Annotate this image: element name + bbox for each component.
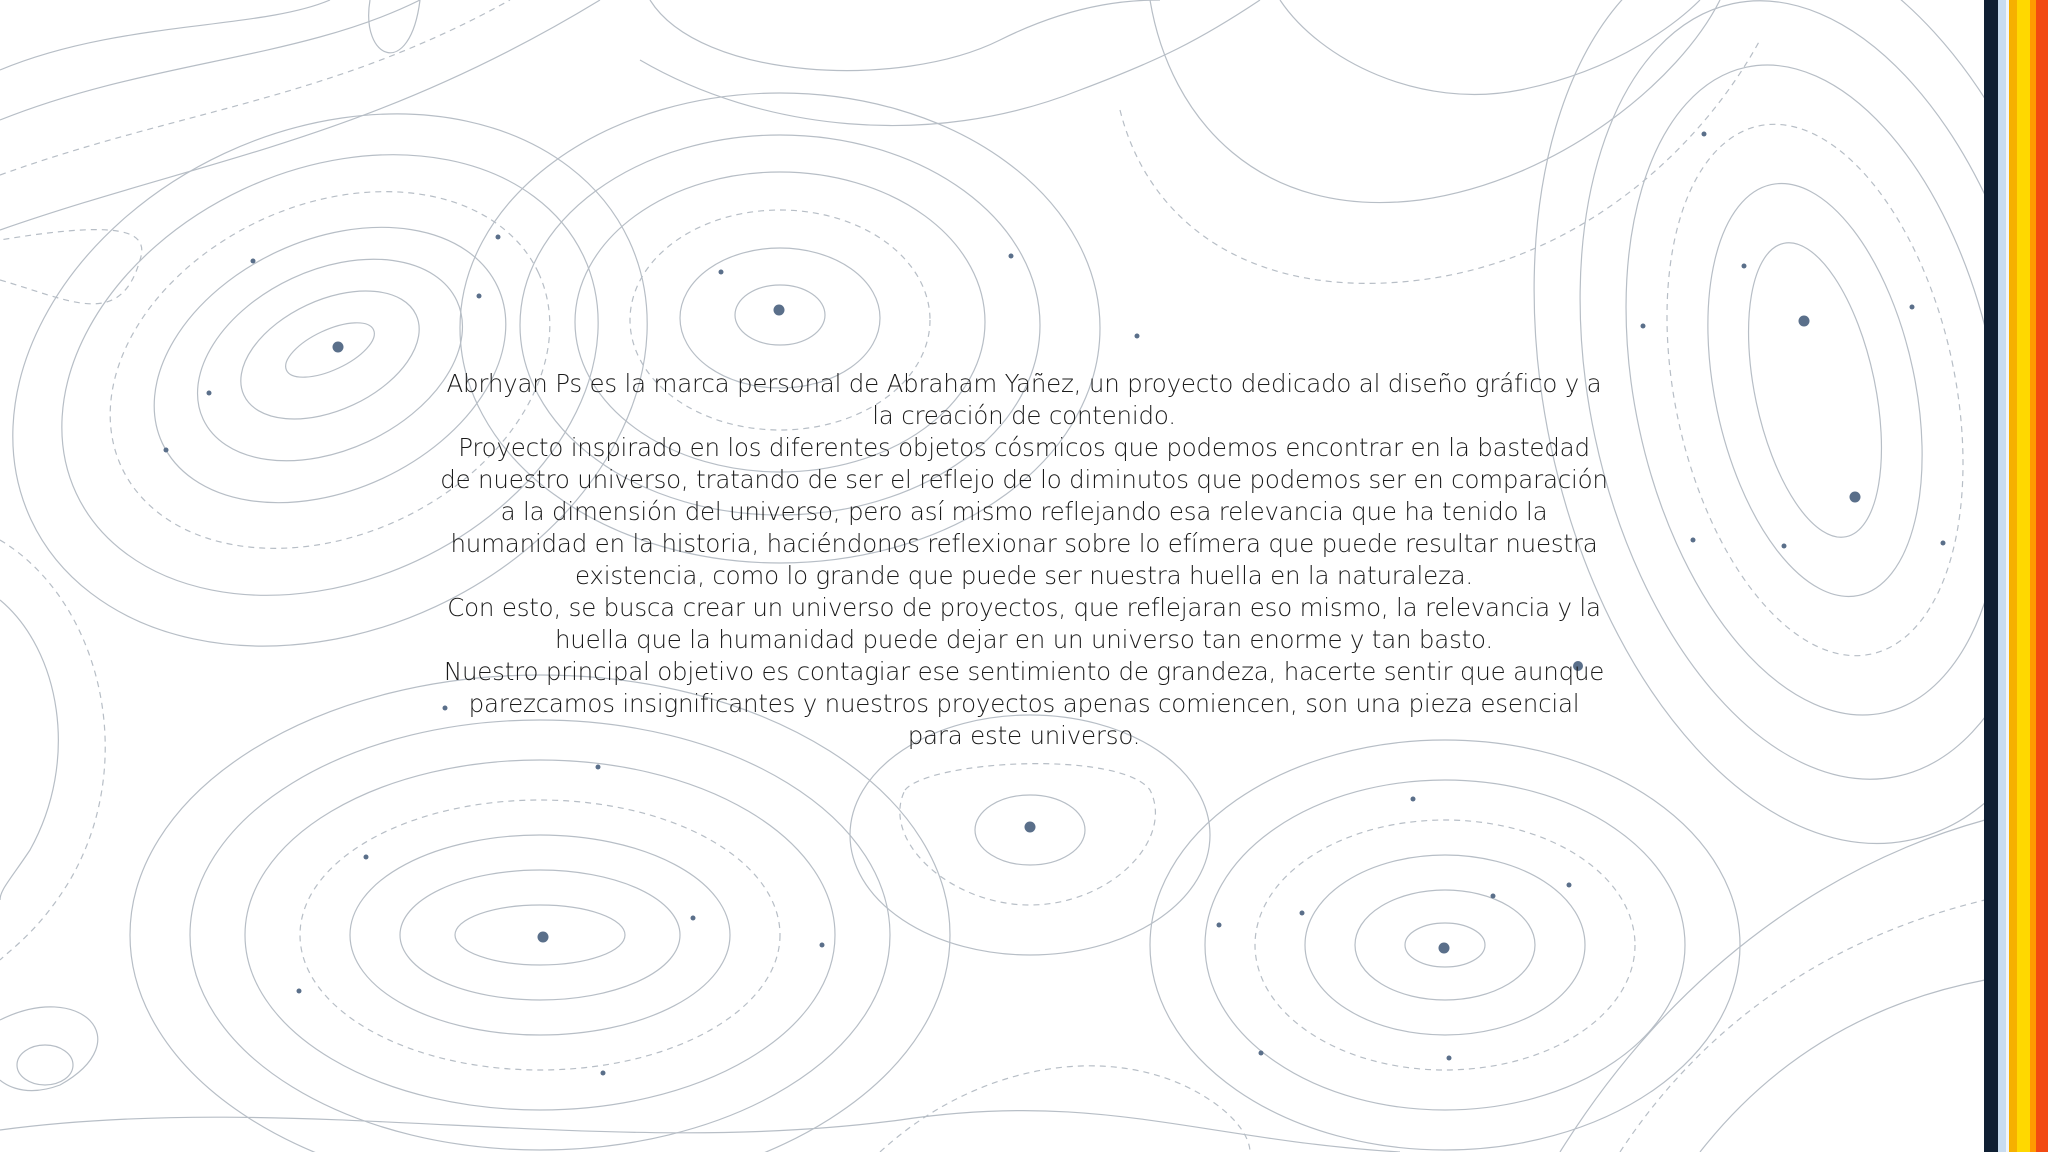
stripe-red-orange [2036, 0, 2048, 1152]
color-stripes [1984, 0, 2048, 1152]
peak-dot [538, 932, 549, 943]
paragraph-intro: Abrhyan Ps es la marca personal de Abraham Yañez, un proyecto dedicado al diseño gráfico y a la creación de contenido. [446, 369, 1602, 430]
peak-dot [774, 305, 785, 316]
contour-group-left-edge [0, 230, 142, 960]
stripe-navy [1984, 0, 1998, 1152]
paragraph-objective: Nuestro principal objetivo es contagiar ese sentimiento de grandeza, hacerte sentir que aunque parezcamos insignificantes y nuestros proyectos apenas comiencen, son una pieza esencial para este universo. [443, 657, 1605, 750]
peak-dot [1025, 822, 1036, 833]
peak-dot [1439, 943, 1450, 954]
paragraph-purpose: Con esto, se busca crear un universo de proyectos, que reflejaran eso mismo, la relevancia y la huella que la humanidad puede dejar en un universo tan enorme y tan basto. [447, 593, 1601, 654]
paragraph-inspiration: Proyecto inspirado en los diferentes objetos cósmicos que podemos encontrar en la bastedad de nuestro universo, tratando de ser el reflejo de lo diminutos que podemos ser en comparación a la dimensión del universo, pero así mismo reflejando esa relevancia que ha tenido la humanidad en la historia, haciéndonos reflexionar sobre lo efímera que puede resultar nuestra existencia, como lo grande que puede ser nuestra huella en la naturaleza. [440, 433, 1608, 590]
peak-dot [1850, 492, 1861, 503]
stripe-amber [2009, 0, 2017, 1152]
peak-dot [333, 342, 344, 353]
peak-dot [1799, 316, 1810, 327]
contour-group-bottom-sweeps [0, 820, 1985, 1152]
stripe-yellow [2017, 0, 2030, 1152]
stripe-light-blue [1998, 0, 2006, 1152]
contour-group-top-sweeps [0, 0, 1760, 283]
brand-description [440, 368, 1608, 752]
